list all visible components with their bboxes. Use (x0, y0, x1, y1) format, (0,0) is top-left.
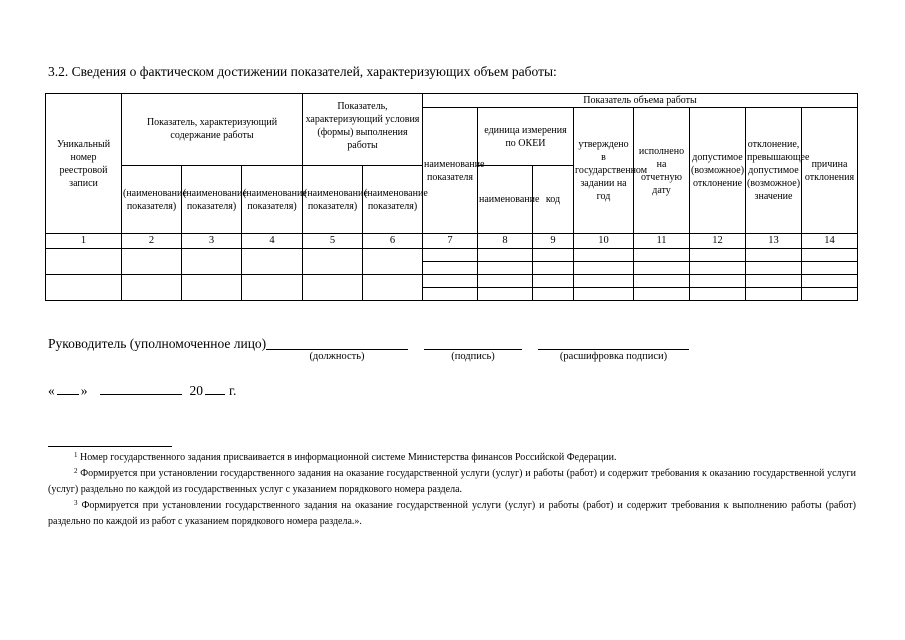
table-cell[interactable] (533, 261, 574, 274)
header-sub-name: (наименование показателя) (363, 166, 423, 234)
header-exceed-deviation: отклонение, превышающее допустимое (возможное) значение (746, 108, 802, 234)
date-field (48, 383, 236, 399)
table-cell[interactable] (802, 248, 858, 261)
column-number: 11 (634, 234, 690, 249)
table-cell[interactable] (634, 261, 690, 274)
footnote-mark: 3 (74, 499, 78, 507)
table-cell[interactable] (423, 287, 478, 300)
table-cell[interactable] (690, 261, 746, 274)
table-cell[interactable] (634, 274, 690, 287)
table-cell[interactable] (303, 248, 363, 274)
table-cell[interactable] (746, 274, 802, 287)
day-blank[interactable] (57, 383, 79, 395)
footnote-divider (48, 446, 172, 447)
header-approved: утверждено в государственном задании на год (574, 108, 634, 234)
header-conditions-indicator: Показатель, характеризующий условия (формы) выполнения работы (303, 94, 423, 166)
footnote-mark: 1 (74, 451, 78, 459)
year-prefix: 20 (189, 383, 203, 398)
column-number: 12 (690, 234, 746, 249)
table-cell[interactable] (242, 248, 303, 274)
table-cell[interactable] (478, 274, 533, 287)
header-volume-indicator: Показатель объема работы (423, 94, 858, 108)
table-cell[interactable] (182, 248, 242, 274)
column-number: 6 (363, 234, 423, 249)
date-quote-close: » (80, 383, 88, 398)
header-sub-name: (наименование показателя) (303, 166, 363, 234)
table-cell[interactable] (122, 248, 182, 274)
section-heading: 3.2. Сведения о фактическом достижении показателей, характеризующих объем работы: (48, 64, 557, 79)
table-cell[interactable] (303, 274, 363, 300)
table-cell[interactable] (574, 287, 634, 300)
table-cell[interactable] (690, 248, 746, 261)
footnote-1 (48, 450, 856, 466)
decode-caption: (расшифровка подписи) (559, 351, 668, 362)
table-cell[interactable] (182, 274, 242, 300)
table-cell[interactable] (802, 274, 858, 287)
column-number: 8 (478, 234, 533, 249)
footnote-text: Формируется при установлении государственного задания на оказание государственной услуги (услуг) и работы (работ) и содержит требования к выполнению работы (работ) раздельно по каждой из работ с указанием порядкового номера раздела.». (48, 500, 857, 527)
table-cell[interactable] (574, 261, 634, 274)
header-unit-name: наименование (478, 166, 533, 234)
table-cell[interactable] (690, 287, 746, 300)
column-number: 7 (423, 234, 478, 249)
month-blank[interactable] (100, 383, 182, 395)
table-cell[interactable] (122, 274, 182, 300)
table-cell[interactable] (363, 248, 423, 274)
table-cell[interactable] (46, 248, 122, 274)
column-number: 4 (242, 234, 303, 249)
table-cell[interactable] (634, 287, 690, 300)
footnote-mark: 2 (74, 467, 78, 475)
decode-line[interactable] (538, 349, 689, 350)
table-cell[interactable] (533, 248, 574, 261)
column-number: 1 (46, 234, 122, 249)
header-executed: исполнено на отчетную дату (634, 108, 690, 234)
header-allowed-deviation: допустимое (возможное) отклонение (690, 108, 746, 234)
column-number: 5 (303, 234, 363, 249)
table-cell[interactable] (242, 274, 303, 300)
footnote-3 (48, 498, 856, 529)
table-row (46, 274, 858, 287)
table-cell[interactable] (746, 261, 802, 274)
column-number: 9 (533, 234, 574, 249)
header-volume-name: наименование показателя (423, 108, 478, 234)
table-cell[interactable] (423, 274, 478, 287)
header-sub-name: (наименование показателя) (122, 166, 182, 234)
position-line[interactable] (266, 349, 408, 350)
header-deviation-reason: причина отклонения (802, 108, 858, 234)
table-cell[interactable] (478, 248, 533, 261)
table-cell[interactable] (746, 248, 802, 261)
table-cell[interactable] (363, 274, 423, 300)
work-volume-table (45, 93, 858, 301)
year-blank[interactable] (205, 383, 225, 395)
table-cell[interactable] (423, 248, 478, 261)
table-cell[interactable] (634, 248, 690, 261)
column-number: 2 (122, 234, 182, 249)
table-cell[interactable] (574, 274, 634, 287)
column-number: 13 (746, 234, 802, 249)
column-number: 3 (182, 234, 242, 249)
footnote-text: Номер государственного задания присваивается в информационной системе Министерства финансов Российской Федерации. (80, 452, 617, 463)
table-cell[interactable] (746, 287, 802, 300)
header-unit-okei: единица измерения по ОКЕИ (478, 108, 574, 166)
table-cell[interactable] (533, 274, 574, 287)
table-cell[interactable] (423, 261, 478, 274)
position-caption: (должность) (309, 351, 365, 362)
table-cell[interactable] (478, 287, 533, 300)
header-sub-name: (наименование показателя) (242, 166, 303, 234)
table-cell[interactable] (802, 261, 858, 274)
signature-caption: (подпись) (451, 351, 495, 362)
table-cell[interactable] (802, 287, 858, 300)
table-cell[interactable] (478, 261, 533, 274)
header-sub-name: (наименование показателя) (182, 166, 242, 234)
footnote-2 (48, 466, 856, 497)
table-row (46, 248, 858, 261)
header-unique-number: Уникальный номер реестровой записи (46, 94, 122, 234)
table-cell[interactable] (574, 248, 634, 261)
table-cell[interactable] (690, 274, 746, 287)
footnote-text: Формируется при установлении государственного задания на оказание государственной услуги (услуг) и работы (работ) и содержит требования к оказанию государственной услуги (услуг) раздельно по каждой из государственных услуг с указанием порядкового номера раздела. (48, 468, 857, 495)
table-cell[interactable] (533, 287, 574, 300)
table-cell[interactable] (46, 274, 122, 300)
column-number: 10 (574, 234, 634, 249)
header-unit-code: код (533, 166, 574, 234)
date-quote-open: « (48, 383, 55, 398)
column-numbers-row (46, 234, 858, 249)
signature-label: Руководитель (уполномоченное лицо) (48, 336, 267, 351)
column-number: 14 (802, 234, 858, 249)
header-content-indicator: Показатель, характеризующий содержание работы (122, 94, 303, 166)
year-suffix: г. (229, 383, 237, 398)
signature-line[interactable] (424, 349, 522, 350)
